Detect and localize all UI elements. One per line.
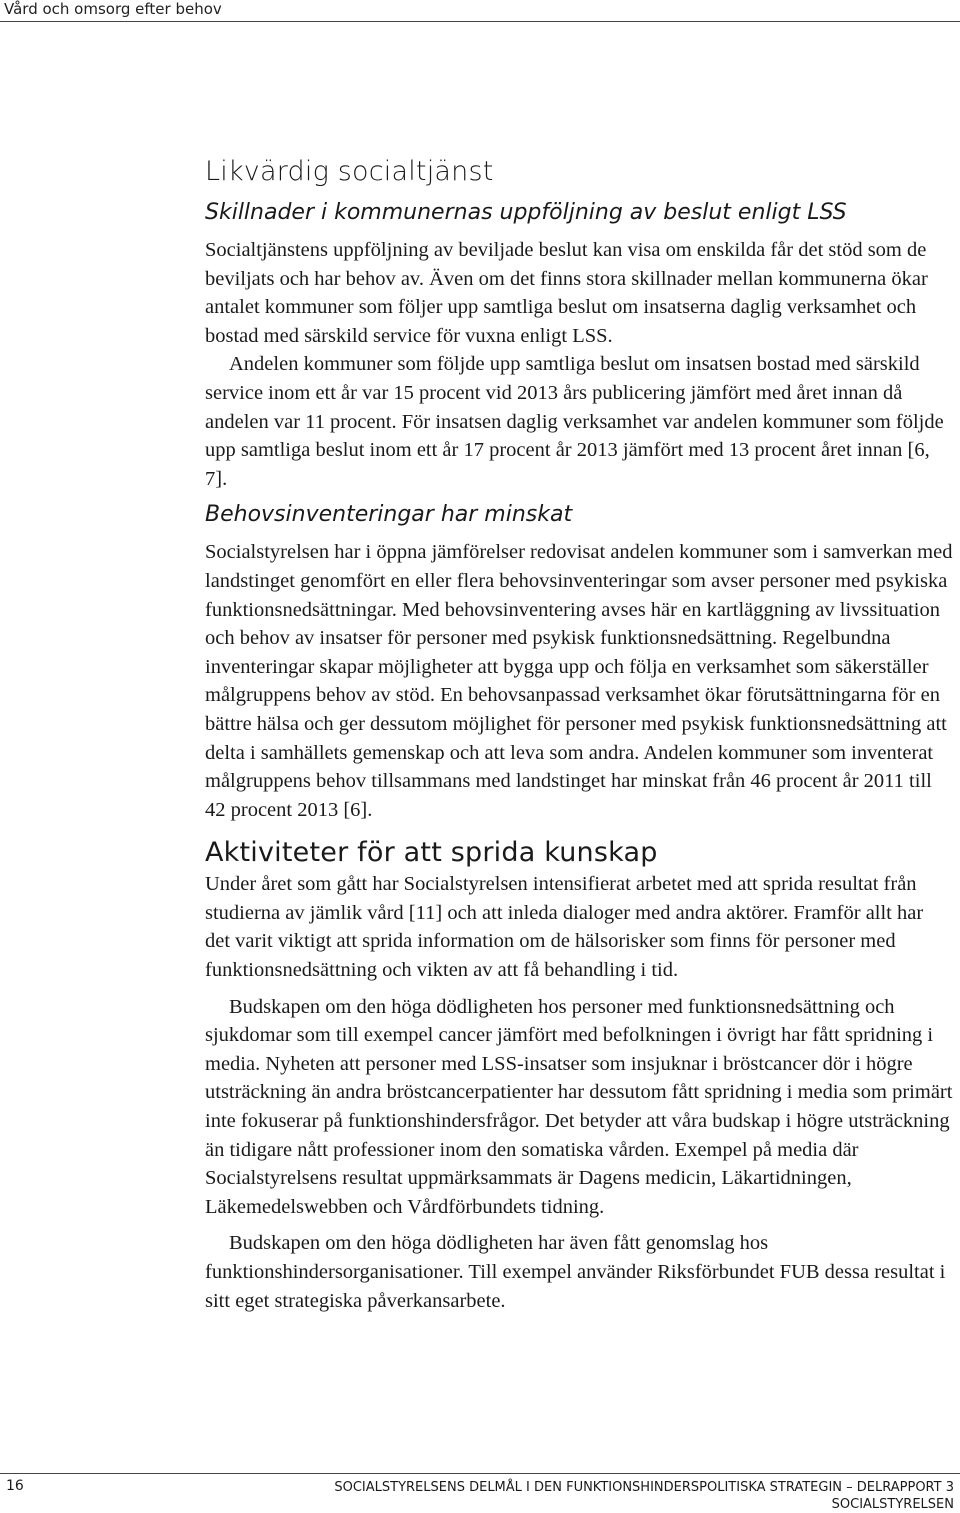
paragraph: Socialtjänstens uppföljning av beviljade beslut kan visa om enskilda får det stöd som de beviljats och har behov av. Även om det finns stora skillnader mellan kommunerna ökar antalet kommuner som följer upp samtliga beslut om insatserna daglig verksamhet och bostad med särskild service för vuxna enligt LSS. <box>205 239 928 347</box>
footer-publisher: SOCIALSTYRELSEN <box>831 1497 954 1512</box>
page-content <box>205 155 953 1315</box>
header-divider <box>0 21 960 22</box>
subheading-behovsinventeringar: Behovsinventeringar har minskat <box>205 502 573 528</box>
subheading-skillnader: Skillnader i kommunernas uppföljning av beslut enligt LSS <box>205 200 847 225</box>
footer-report-title: SOCIALSTYRELSENS DELMÅL I DEN FUNKTIONSHINDERSPOLITISKA STRATEGIN – DELRAPPORT 3 <box>334 1480 954 1495</box>
paragraph: Under året som gått har Socialstyrelsen intensifierat arbetet med att sprida resultat från studierna av jämlik vård [11] och att inleda dialoger med andra aktörer. Framför allt har det varit viktigt att sprida information om de hälsorisker som finns för personer med funktionsnedsättning och vikten av att få behandling i tid. <box>205 873 924 982</box>
paragraph: Andelen kommuner som följde upp samtliga beslut om insatsen bostad med särskild service inom ett år var 15 procent vid 2013 års publicering jämfört med året innan då andelen var 11 procent. För insatsen daglig verksamhet var andelen kommuner som följde upp samtliga beslut inom ett år 17 procent år 2013 jämfört med 13 procent året innan [6, 7]. <box>205 353 944 490</box>
paragraph: Budskapen om den höga dödligheten hos personer med funktionsnedsättning och sjukdomar som till exempel cancer jämfört med befolkningen i övrigt har fått spridning i media. Nyheten att personer med LSS-insatser som insjuknar i bröstcancer dör i högre utsträckning än andra bröstcancerpatienter har dessutom fått spridning i media som primärt inte fokuserar på funktionshindersfrågor. Det betyder att våra budskap i högre utsträckning än tidigare nått professioner inom den somatiska vården. Exempel på media där Socialstyrelsens resultat uppmärksammats är Dagens medicin, Läkartidningen, Läkemedelswebben och Vårdförbundets tidning. <box>205 995 953 1218</box>
paragraph: Socialstyrelsen har i öppna jämförelser redovisat andelen kommuner som i samverkan med landstinget genomfört en eller flera behovsinventeringar som avser personer med psykiska funktionsnedsättningar. Med behovsinventering avses här en kartläggning av livssituation och behov av insatser för personer med psykisk funktionsnedsättning. Regelbundna inventeringar skapar möjligheter att bygga upp och följa en verksamhet som säkerställer målgruppens behov av stöd. En behovsanpassad verksamhet ökar förutsättningarna för en bättre hälsa och ger dessutom möjlighet för personer med psykisk funktionsnedsättning att delta i samhällets gemenskap och att leva som andra. Andelen kommuner som inventerat målgruppens behov tillsammans med landstinget har minskat från 46 procent år 2011 till 42 procent 2013 [6]. <box>205 541 953 821</box>
footer-divider <box>0 1473 960 1474</box>
page-number: 16 <box>6 1478 24 1494</box>
paragraph: Budskapen om den höga dödligheten har även fått genomslag hos funktionshindersorganisationer. Till exempel använder Riksförbundet FUB dessa resultat i sitt eget strategiska påverkansarbete. <box>205 1232 946 1312</box>
section-heading-likvardig: Likvärdig socialtjänst <box>205 156 494 187</box>
running-header: Vård och omsorg efter behov <box>4 0 222 18</box>
section-heading-aktiviteter: Aktiviteter för att sprida kunskap <box>205 837 658 869</box>
